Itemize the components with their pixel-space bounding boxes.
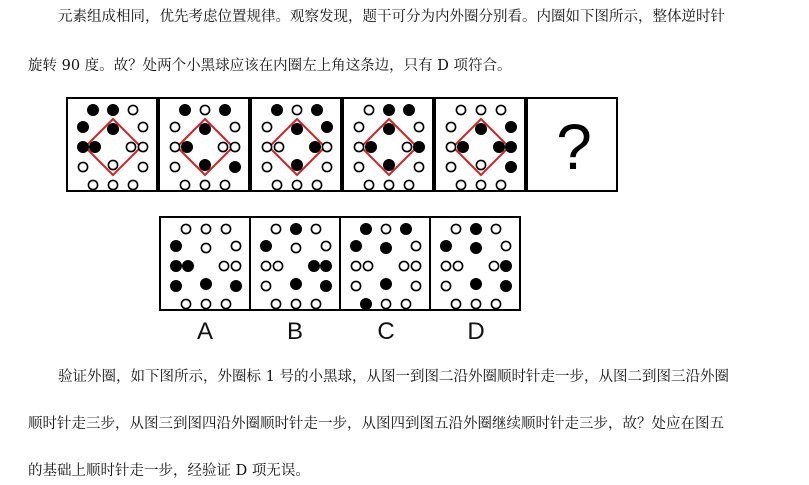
white-dot xyxy=(381,299,390,308)
black-dot xyxy=(272,105,282,115)
white-dot xyxy=(354,142,363,151)
black-dot xyxy=(384,160,394,170)
black-dot xyxy=(200,160,210,170)
white-dot xyxy=(384,180,393,189)
white-dot xyxy=(138,162,147,171)
white-dot xyxy=(201,224,210,233)
white-dot xyxy=(262,122,271,131)
black-dot xyxy=(78,122,88,132)
white-dot xyxy=(451,224,460,233)
black-dot xyxy=(108,124,118,134)
white-dot xyxy=(381,224,390,233)
white-dot xyxy=(364,180,373,189)
option-panel-b xyxy=(250,217,340,310)
black-dot xyxy=(494,142,504,152)
black-dot xyxy=(404,105,414,115)
black-dot xyxy=(171,261,181,271)
white-dot xyxy=(201,299,210,308)
white-dot xyxy=(411,281,420,290)
white-dot xyxy=(261,261,270,270)
black-dot xyxy=(108,105,118,115)
white-dot xyxy=(354,162,363,171)
white-dot xyxy=(364,105,373,114)
white-dot xyxy=(200,180,209,189)
white-dot xyxy=(291,299,300,308)
white-dot xyxy=(181,224,190,233)
black-dot xyxy=(471,243,481,253)
option-label-c: C xyxy=(377,318,395,345)
white-dot xyxy=(414,122,423,131)
white-dot xyxy=(221,224,230,233)
black-dot xyxy=(351,241,361,251)
white-dot xyxy=(88,180,97,189)
white-dot xyxy=(441,261,450,270)
white-dot xyxy=(312,180,321,189)
white-dot xyxy=(273,261,282,270)
black-dot xyxy=(182,142,192,152)
black-dot xyxy=(292,160,302,170)
white-dot xyxy=(491,299,500,308)
black-dot xyxy=(384,105,394,115)
black-dot xyxy=(506,162,516,172)
black-dot xyxy=(292,124,302,134)
white-dot xyxy=(354,122,363,131)
white-dot xyxy=(262,162,271,171)
black-dot xyxy=(78,142,88,152)
white-dot xyxy=(221,299,230,308)
white-dot xyxy=(446,142,455,151)
black-dot xyxy=(501,281,511,291)
white-dot xyxy=(322,142,331,151)
question-panel-2 xyxy=(159,98,249,191)
black-dot xyxy=(441,241,451,251)
black-dot xyxy=(381,279,391,289)
white-dot xyxy=(262,142,271,151)
black-dot xyxy=(361,299,371,309)
white-dot xyxy=(271,224,280,233)
white-dot xyxy=(496,180,505,189)
option-panel-c xyxy=(340,217,430,310)
black-dot xyxy=(309,261,319,271)
black-dot xyxy=(414,142,424,152)
black-dot xyxy=(321,261,331,271)
black-dot xyxy=(230,162,240,172)
black-dot xyxy=(322,122,332,132)
paragraph-intro-line-1: 元素组成相同，优先考虑位置规律。观察发现，题干可分为内外圈分别看。内圈如下图所示，整体逆时针 xyxy=(58,9,725,25)
black-dot xyxy=(310,142,320,152)
paragraph-verify-line-3: 的基础上顺时针走一步，经验证 D 项无误。 xyxy=(28,463,310,479)
white-dot xyxy=(108,180,117,189)
black-dot xyxy=(231,281,241,291)
black-dot xyxy=(506,122,516,132)
black-dot xyxy=(381,243,391,253)
black-dot xyxy=(291,279,301,289)
question-mark: ? xyxy=(556,111,592,183)
black-dot xyxy=(180,105,190,115)
white-dot xyxy=(219,261,228,270)
white-dot xyxy=(181,299,190,308)
option-label-a: A xyxy=(196,318,213,345)
black-dot xyxy=(384,124,394,134)
black-dot xyxy=(366,142,376,152)
white-dot xyxy=(451,299,460,308)
white-dot xyxy=(441,281,450,290)
white-dot xyxy=(138,122,147,131)
black-dot xyxy=(476,124,486,134)
white-dot xyxy=(311,224,320,233)
black-dot xyxy=(361,224,371,234)
question-panel-1 xyxy=(67,98,157,191)
white-dot xyxy=(200,105,209,114)
white-dot xyxy=(231,241,240,250)
white-dot xyxy=(446,122,455,131)
white-dot xyxy=(170,142,179,151)
white-dot xyxy=(126,142,135,151)
white-dot xyxy=(291,243,300,252)
black-dot xyxy=(88,105,98,115)
white-dot xyxy=(180,180,189,189)
white-dot xyxy=(220,180,229,189)
question-panel-5 xyxy=(435,98,525,191)
paragraph-intro-line-2: 旋转 90 度。故？处两个小黑球应该在内圈左上角这条边，只有 D 项符合。 xyxy=(28,58,512,74)
paragraph-verify-line-2: 顺时针走三步，从图三到图四沿外圈顺时针走一步，从图四到图五沿外圈继续顺时针走三步，故？处应在图五 xyxy=(28,416,724,432)
black-dot xyxy=(321,281,331,291)
white-dot xyxy=(218,142,227,151)
white-dot xyxy=(501,241,510,250)
white-dot xyxy=(138,142,147,151)
black-dot xyxy=(183,261,193,271)
option-panel-d xyxy=(430,217,520,310)
white-dot xyxy=(399,261,408,270)
white-dot xyxy=(476,105,485,114)
white-dot xyxy=(292,105,301,114)
black-dot xyxy=(401,224,411,234)
options-figure-row xyxy=(159,216,521,311)
white-dot xyxy=(476,160,485,169)
white-dot xyxy=(351,261,360,270)
black-dot xyxy=(471,224,481,234)
white-dot xyxy=(311,299,320,308)
white-dot xyxy=(128,105,137,114)
black-dot xyxy=(171,241,181,251)
paragraph-verify-line-1: 验证外圈，如下图所示，外圈标 1 号的小黑球，从图一到图二沿外圈顺时针走一步，从图二到图三沿外圈 xyxy=(58,369,729,385)
white-dot xyxy=(170,122,179,131)
white-dot xyxy=(456,105,465,114)
black-dot xyxy=(261,241,271,251)
white-dot xyxy=(402,142,411,151)
white-dot xyxy=(491,224,500,233)
black-dot xyxy=(220,105,230,115)
black-dot xyxy=(90,142,100,152)
white-dot xyxy=(456,180,465,189)
question-panel-3 xyxy=(251,98,341,191)
black-dot xyxy=(171,281,181,291)
white-dot xyxy=(274,142,283,151)
option-label-b: B xyxy=(286,318,303,345)
white-dot xyxy=(411,261,420,270)
white-dot xyxy=(230,122,239,131)
white-dot xyxy=(489,261,498,270)
white-dot xyxy=(292,180,301,189)
black-dot xyxy=(501,261,511,271)
black-dot xyxy=(506,142,516,152)
white-dot xyxy=(351,281,360,290)
option-panel-a xyxy=(160,217,250,310)
white-dot xyxy=(404,180,413,189)
white-dot xyxy=(272,180,281,189)
white-dot xyxy=(230,142,239,151)
black-dot xyxy=(312,105,322,115)
black-dot xyxy=(458,142,468,152)
white-dot xyxy=(128,180,137,189)
white-dot xyxy=(201,243,210,252)
black-dot xyxy=(200,124,210,134)
option-label-d: D xyxy=(467,318,485,345)
white-dot xyxy=(261,281,270,290)
white-dot xyxy=(401,299,410,308)
white-dot xyxy=(446,162,455,171)
white-dot xyxy=(321,241,330,250)
white-dot xyxy=(476,180,485,189)
question-figure-row xyxy=(66,97,621,192)
white-dot xyxy=(170,162,179,171)
black-dot xyxy=(471,279,481,289)
white-dot xyxy=(231,261,240,270)
white-dot xyxy=(363,261,372,270)
white-dot xyxy=(271,299,280,308)
white-dot xyxy=(414,162,423,171)
white-dot xyxy=(496,105,505,114)
black-dot xyxy=(201,279,211,289)
question-panel-4 xyxy=(343,98,433,191)
white-dot xyxy=(108,160,117,169)
black-dot xyxy=(291,224,301,234)
white-dot xyxy=(411,241,420,250)
white-dot xyxy=(78,162,87,171)
white-dot xyxy=(453,261,462,270)
white-dot xyxy=(322,162,331,171)
white-dot xyxy=(471,299,480,308)
